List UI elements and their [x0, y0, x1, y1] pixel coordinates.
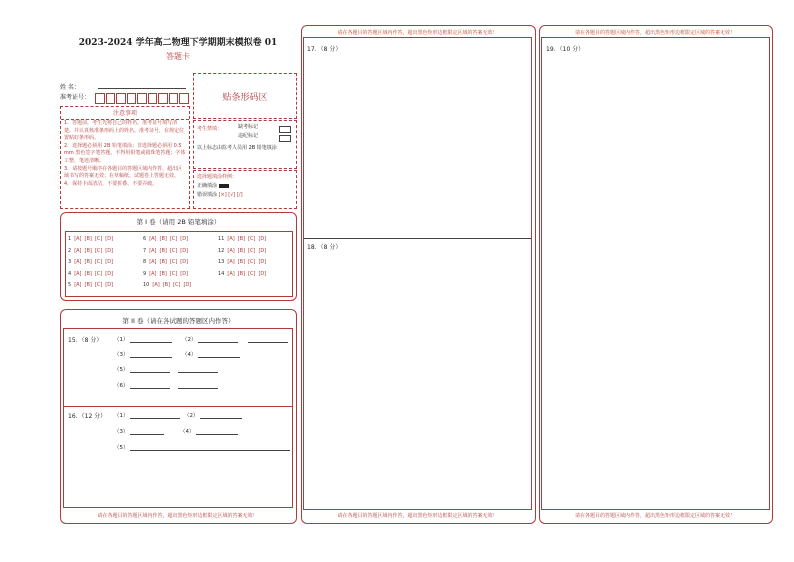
- mcq-number: 10: [143, 282, 150, 288]
- mcq-option[interactable]: [A]: [227, 236, 235, 242]
- mcq-option[interactable]: [D]: [258, 259, 267, 265]
- notice-item: 2．选择题必须用 2B 铅笔填涂；非选择题必须用 0.5 mm 黑色签字笔答题，不得用铅笔或圆珠笔答题；字体工整、笔迹清晰。: [64, 142, 186, 164]
- mcq-row: [143, 248, 188, 254]
- mcq-option[interactable]: [A]: [74, 270, 82, 277]
- warning-col3-bottom: 请在各题目的答题区域内作答，超出黑色矩形边框限定区域的答案无效！: [574, 513, 735, 519]
- mcq-option[interactable]: [C]: [94, 236, 103, 242]
- mcq-row: [143, 282, 191, 288]
- q16-label: 16．（12 分）: [68, 413, 107, 420]
- mcq-option[interactable]: [A]: [152, 282, 160, 288]
- mcq-option[interactable]: [B]: [162, 282, 171, 288]
- correct-fill-label: 正确填涂: [197, 183, 218, 189]
- notice-title: 注意事项: [61, 108, 189, 120]
- mcq-number: 9: [143, 270, 147, 277]
- q16-part-4: （4）: [180, 429, 195, 435]
- mcq-option[interactable]: [D]: [105, 236, 114, 242]
- mcq-option[interactable]: [B]: [159, 247, 167, 254]
- mcq-number: 14: [218, 270, 225, 277]
- q15-q16-divider: [64, 406, 292, 407]
- mcq-option[interactable]: [A]: [149, 236, 157, 242]
- notice-item: 4．保持卡面清洁，不要折叠、不要弄破。: [64, 180, 158, 187]
- mcq-row: [143, 271, 188, 277]
- mcq-option[interactable]: [B]: [84, 270, 92, 277]
- mcq-number: 5: [68, 282, 72, 288]
- q17-q18-answer-area[interactable]: [303, 37, 532, 510]
- mcq-option[interactable]: [D]: [258, 247, 267, 254]
- q19-label: 19．（10 分）: [546, 46, 585, 53]
- mcq-number: 3: [68, 259, 72, 265]
- mcq-option[interactable]: [A]: [74, 236, 82, 242]
- mcq-number: 11: [218, 236, 225, 242]
- mcq-option[interactable]: [C]: [173, 282, 181, 288]
- mcq-option[interactable]: [A]: [149, 247, 157, 254]
- exam-id-label: 准考证号：: [60, 94, 91, 101]
- q15-part-4: （4）: [182, 352, 197, 358]
- q15-blank-4[interactable]: [198, 351, 240, 358]
- q18-label: 18．（8 分）: [307, 244, 342, 251]
- mcq-option[interactable]: [A]: [149, 259, 157, 265]
- mcq-option[interactable]: [D]: [105, 247, 114, 254]
- q16-row-3: [114, 443, 290, 451]
- mcq-option[interactable]: [D]: [105, 270, 114, 277]
- mcq-option[interactable]: [B]: [159, 236, 167, 242]
- q15-blank-5[interactable]: [130, 366, 170, 373]
- mcq-option[interactable]: [B]: [84, 247, 92, 254]
- absent-checkbox[interactable]: [279, 126, 291, 133]
- q16-row-1: [114, 411, 242, 419]
- mcq-number: 2: [68, 247, 72, 254]
- q15-row-1: [114, 335, 288, 343]
- mcq-number: 4: [68, 270, 72, 277]
- q15-part-6: （6）: [114, 383, 129, 389]
- mcq-option[interactable]: [D]: [258, 236, 267, 242]
- mcq-option[interactable]: [D]: [180, 259, 189, 265]
- mcq-option[interactable]: [A]: [74, 282, 82, 288]
- q15-row-2: [114, 350, 240, 358]
- mcq-option[interactable]: [B]: [237, 236, 246, 242]
- part1-title: 第 I 卷（请用 2B 铅笔填涂）: [136, 218, 221, 226]
- exam-status-box: [193, 120, 297, 169]
- q16-part-2: （2）: [184, 413, 199, 419]
- fill-example-title: 选择题填涂样例：: [197, 174, 238, 180]
- mcq-option[interactable]: [B]: [84, 259, 92, 265]
- mcq-row: [218, 259, 266, 265]
- mcq-option[interactable]: [D]: [180, 270, 189, 277]
- notice-list: [64, 120, 186, 188]
- cheat-checkbox[interactable]: [279, 135, 291, 142]
- mcq-option[interactable]: [C]: [169, 270, 178, 277]
- q15-blank-2[interactable]: [198, 336, 238, 343]
- mcq-option[interactable]: [B]: [84, 282, 92, 288]
- mcq-option[interactable]: [B]: [237, 259, 246, 265]
- mcq-option[interactable]: [D]: [183, 282, 192, 288]
- mcq-number: 8: [143, 259, 147, 265]
- q15-part-5: （5）: [114, 367, 129, 373]
- mcq-option[interactable]: [C]: [248, 247, 256, 254]
- mcq-option[interactable]: [B]: [159, 270, 167, 277]
- q15-row-3: [114, 365, 218, 373]
- barcode-label: 贴条形码区: [222, 93, 268, 103]
- mcq-option[interactable]: [D]: [105, 259, 114, 265]
- exam-title: 2023-2024 学年高二物理下学期期末模拟卷 01: [78, 38, 278, 48]
- q16-blank-4[interactable]: [196, 428, 238, 435]
- q16-blank-5[interactable]: [130, 444, 290, 451]
- mcq-option[interactable]: [C]: [169, 247, 178, 254]
- q16-row-2: [114, 427, 238, 435]
- mcq-option[interactable]: [C]: [248, 236, 256, 242]
- mcq-number: 1: [68, 236, 72, 242]
- q16-part-1: （1）: [114, 413, 129, 419]
- mcq-number: 7: [143, 247, 147, 254]
- mcq-option[interactable]: [C]: [169, 236, 178, 242]
- mcq-option[interactable]: [C]: [94, 247, 103, 254]
- barcode-area: [193, 73, 297, 119]
- mcq-option[interactable]: [A]: [227, 259, 235, 265]
- q15-label: 15．（8 分）: [68, 337, 103, 344]
- q15-blank-1[interactable]: [130, 336, 172, 343]
- exam-status-label: 考生禁填：: [197, 126, 223, 132]
- wrong-fill-label: 错误填涂: [197, 192, 218, 198]
- answer-card-subtitle: 答题卡: [166, 52, 190, 61]
- mcq-option[interactable]: [A]: [227, 270, 235, 277]
- q15-row-4: [114, 381, 218, 389]
- mcq-option[interactable]: [A]: [149, 270, 157, 277]
- mcq-option[interactable]: [A]: [74, 259, 82, 265]
- mcq-row: [143, 259, 188, 265]
- warning-col3-top: 请在各题目的答题区域内作答，超出黑色矩形边框限定区域的答案无效！: [574, 30, 735, 36]
- q15-blank-6b[interactable]: [178, 382, 218, 389]
- mcq-row: [68, 236, 113, 242]
- q15-blank-3[interactable]: [130, 351, 172, 358]
- q16-part-3: （3）: [114, 429, 129, 435]
- q16-blank-1[interactable]: [130, 412, 180, 419]
- mcq-row: [218, 236, 266, 242]
- correct-fill-mark: [219, 184, 229, 188]
- wrong-fill-marks: [×] [√] [/]: [218, 192, 243, 198]
- fill-example-box: [193, 170, 297, 209]
- mcq-option[interactable]: [D]: [258, 270, 267, 277]
- q16-blank-3[interactable]: [130, 428, 164, 435]
- warning-col1: 请在各题目的答题区域内作答，超出黑色矩形边框限定区域的答案无效！: [97, 513, 258, 519]
- mcq-option[interactable]: [A]: [227, 247, 235, 254]
- q15-part-1: （1）: [114, 337, 129, 343]
- q17-q18-divider: [304, 238, 531, 239]
- mcq-option[interactable]: [B]: [237, 270, 246, 277]
- mcq-option[interactable]: [D]: [180, 247, 189, 254]
- cheat-label: 违纪标记: [238, 133, 259, 139]
- mcq-row: [143, 236, 188, 242]
- mcq-option[interactable]: [D]: [180, 236, 189, 242]
- q16-part-5: （5）: [114, 445, 129, 451]
- warning-col2-bottom: 请在各题目的答题区域内作答，超出黑色矩形边框限定区域的答案无效！: [337, 513, 498, 519]
- mcq-row: [218, 248, 266, 254]
- mcq-option[interactable]: [C]: [248, 259, 256, 265]
- absent-label: 缺考标记: [238, 124, 259, 130]
- mcq-row: [68, 282, 113, 288]
- q15-blank-5b[interactable]: [178, 366, 218, 373]
- mcq-option[interactable]: [C]: [94, 259, 103, 265]
- notice-item: 3．请按题号顺序在各题目的答题区域内作答，超出区域书写的答案无效；在草稿纸、试题卷上答题无效。: [64, 165, 183, 180]
- q17-label: 17．（8 分）: [307, 46, 342, 53]
- mcq-option[interactable]: [B]: [237, 247, 246, 254]
- notice-item: 1．答题前，考生先将自己的姓名，准考证号填写清楚，并认真核准条形码上的姓名、准考证号，在规定位置贴好条形码。: [64, 120, 185, 142]
- mcq-number: 6: [143, 236, 147, 242]
- name-label: 姓 名：: [60, 84, 80, 91]
- mcq-option[interactable]: [B]: [159, 259, 167, 265]
- mcq-number: 12: [218, 247, 225, 254]
- mcq-row: [68, 259, 113, 265]
- mcq-option[interactable]: [C]: [94, 282, 103, 288]
- q15-blank-6[interactable]: [130, 382, 170, 389]
- mcq-row: [68, 271, 113, 277]
- mcq-number: 13: [218, 259, 225, 265]
- q19-answer-area[interactable]: [541, 37, 770, 510]
- exam-status-note: 以上标志由监考人员用 2B 铅笔填涂: [197, 145, 277, 151]
- mcq-option[interactable]: [C]: [94, 270, 103, 277]
- mcq-option[interactable]: [C]: [169, 259, 178, 265]
- mcq-option[interactable]: [A]: [74, 247, 82, 254]
- q15-blank-2b[interactable]: [248, 336, 288, 343]
- warning-col2-top: 请在各题目的答题区域内作答，超出黑色矩形边框限定区域的答案无效！: [337, 30, 498, 36]
- q15-part-2: （2）: [182, 337, 197, 343]
- q15-part-3: （3）: [114, 352, 129, 358]
- mcq-option[interactable]: [B]: [84, 236, 92, 242]
- part2-title: 第 II 卷（请在各试题的答题区内作答）: [122, 317, 235, 325]
- mcq-option[interactable]: [C]: [248, 270, 256, 277]
- notice-box: [60, 106, 190, 209]
- mcq-option[interactable]: [D]: [105, 282, 114, 288]
- q16-blank-2[interactable]: [200, 412, 242, 419]
- mcq-row: [68, 248, 113, 254]
- mcq-row: [218, 271, 266, 277]
